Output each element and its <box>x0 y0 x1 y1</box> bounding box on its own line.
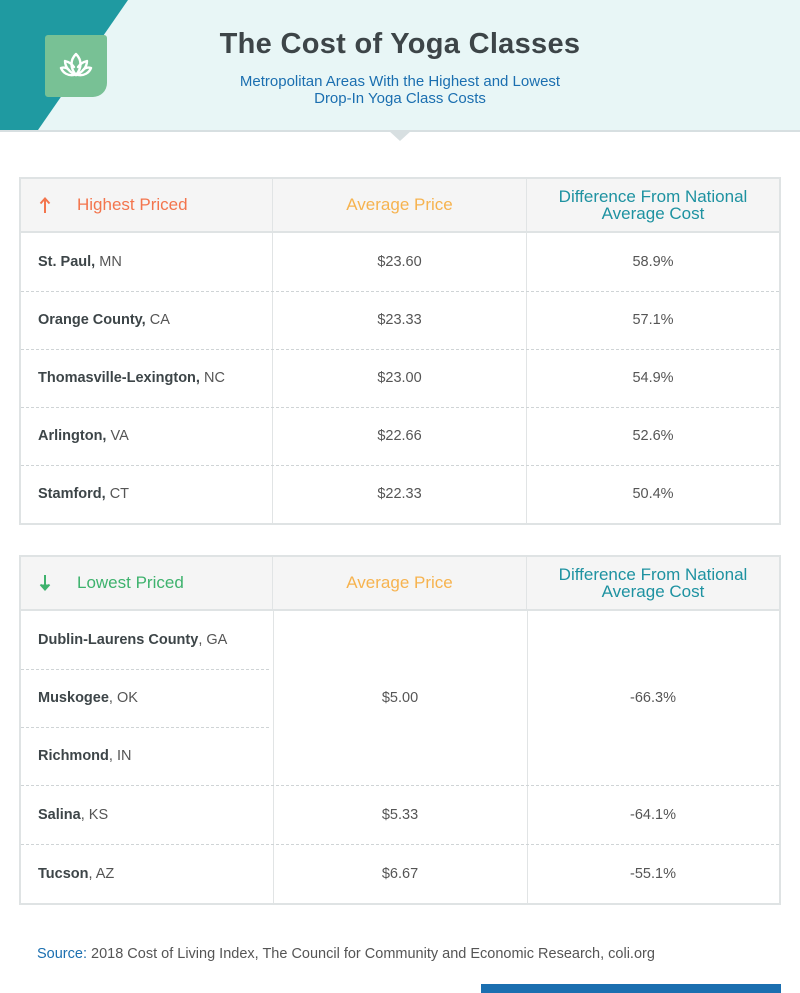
table-header <box>21 179 779 233</box>
source-note <box>37 946 655 962</box>
metro-cell <box>21 845 114 903</box>
city-name: Tucson <box>38 866 89 882</box>
metro-cell <box>21 727 131 785</box>
price-cell: $6.67 <box>381 866 419 882</box>
metro-cell <box>21 349 273 407</box>
state-code: , OK <box>108 690 138 706</box>
table-row <box>21 349 779 407</box>
lowest-priced-table <box>19 555 781 905</box>
diff-cell: 57.1% <box>632 312 674 328</box>
metro-cell <box>21 611 227 669</box>
price-cell: $22.66 <box>273 407 527 465</box>
diff-cell: 58.9% <box>632 254 674 270</box>
subtitle-line-1: Metropolitan Areas With the Highest and Lowest <box>239 73 561 90</box>
state-code: , AZ <box>88 866 115 882</box>
state-code: MN <box>99 254 122 270</box>
city-name: Salina <box>38 807 81 823</box>
header-diff-line-1: Difference From National <box>558 565 748 584</box>
city-name: Muskogee <box>38 690 109 706</box>
price-cell: $5.33 <box>381 807 419 823</box>
state-code: , KS <box>80 807 109 823</box>
table-body <box>21 611 779 903</box>
arrow-down-icon <box>35 574 55 592</box>
header-average-price: Average Price <box>273 179 527 231</box>
state-code: CA <box>149 312 170 328</box>
page-subtitle <box>190 73 610 107</box>
city-name: Dublin-Laurens County <box>38 632 199 648</box>
state-code: VA <box>110 428 129 444</box>
header-diff-line-2: Average Cost <box>601 582 705 601</box>
diff-cell: 50.4% <box>632 486 674 502</box>
arrow-up-icon <box>35 196 55 214</box>
source-text: 2018 Cost of Living Index, The Council for Community and Economic Research, coli.org <box>86 946 655 962</box>
header-diff-line-1: Difference From National <box>558 187 748 206</box>
metro-cell <box>21 233 273 291</box>
city-name: Stamford, <box>38 486 106 502</box>
table-body <box>21 233 779 523</box>
header-highest-priced <box>21 179 273 231</box>
header-pointer <box>388 130 412 141</box>
metro-cell <box>21 407 273 465</box>
header-label: Highest Priced <box>77 195 188 214</box>
table-row <box>21 291 779 349</box>
city-name: Orange County, <box>38 312 146 328</box>
header-average-price: Average Price <box>273 557 527 609</box>
price-cell: $22.33 <box>273 465 527 523</box>
highest-priced-table <box>19 177 781 525</box>
state-code: CT <box>109 486 130 502</box>
city-name: Thomasville-Lexington, <box>38 370 200 386</box>
header-diff-line-2: Average Cost <box>601 204 705 223</box>
city-name: Arlington, <box>38 428 107 444</box>
diff-cell: -64.1% <box>630 807 676 823</box>
price-cell: $23.60 <box>273 233 527 291</box>
city-name: Richmond <box>38 748 109 764</box>
page-title: The Cost of Yoga Classes <box>219 28 581 60</box>
table-row <box>21 465 779 523</box>
header-difference <box>527 557 779 609</box>
footer-accent-bar <box>481 984 781 993</box>
table-row <box>21 233 779 291</box>
subtitle-line-2: Drop-In Yoga Class Costs <box>314 90 486 107</box>
state-code: NC <box>203 370 225 386</box>
price-cell: $5.00 <box>381 690 419 706</box>
state-code: , GA <box>198 632 228 648</box>
header-label: Lowest Priced <box>77 573 184 592</box>
price-cell: $23.33 <box>273 291 527 349</box>
price-cell: $23.00 <box>273 349 527 407</box>
city-name: St. Paul, <box>38 254 96 270</box>
table-row <box>21 407 779 465</box>
diff-cell: 52.6% <box>632 428 674 444</box>
source-label: Source: <box>37 946 87 962</box>
state-code: , IN <box>108 748 132 764</box>
table-header <box>21 557 779 611</box>
diff-cell: -66.3% <box>630 690 676 706</box>
diff-cell: 54.9% <box>632 370 674 386</box>
diff-cell: -55.1% <box>630 866 676 882</box>
metro-cell <box>21 291 273 349</box>
metro-cell <box>21 669 138 727</box>
metro-cell <box>21 465 273 523</box>
header-difference <box>527 179 779 231</box>
header-lowest-priced <box>21 557 273 609</box>
metro-cell <box>21 786 108 844</box>
